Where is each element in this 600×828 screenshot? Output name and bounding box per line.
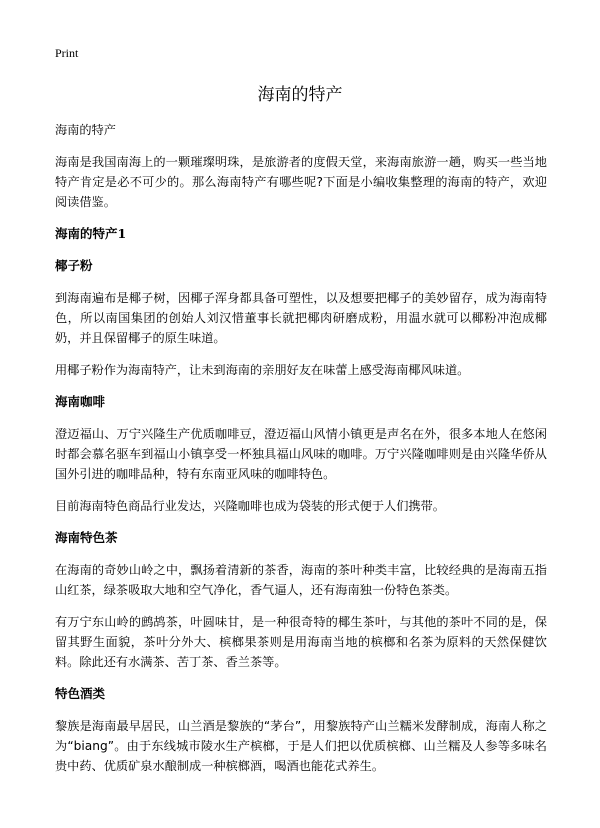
coffee-paragraph-2: 目前海南特色商品行业发达，兴隆咖啡也成为袋装的形式便于人们携带。 xyxy=(55,499,445,513)
section-main-heading: 海南的特产1 xyxy=(55,226,127,241)
tea-paragraph-2: 有万宁东山岭的鹧鸪茶，叶圆味甘，是一种很奇特的椰生茶叶，与其他的茶叶不同的是，保留其野生面貌，茶叶分外大、槟榔果茶则是用海南当地的槟榔和名茶为原料的天然保健饮料。除此还有水满茶、苦丁茶、香兰茶等。 xyxy=(55,615,547,669)
coconut-paragraph-1: 到海南遍布是椰子树，因椰子浑身都具备可塑性，以及想要把椰子的美妙留存，成为海南特色，所以南国集团的创始人刘汉惜董事长就把椰肉研磨成粉，用温水就可以椰粉冲泡成椰奶，并且保留椰子的原生味道。 xyxy=(55,291,547,345)
section-heading-tea: 海南特色茶 xyxy=(55,530,118,545)
tea-paragraph-1: 在海南的奇妙山岭之中，飘扬着清新的茶香，海南的茶叶种类丰富，比较经典的是海南五指山红茶，绿茶吸取大地和空气净化，香气逼人，还有海南独一份特色茶类。 xyxy=(55,563,547,597)
wine-paragraph-1: 黎族是海南最早居民，山兰酒是黎族的“茅台”，用黎族特产山兰糯米发酵制成，海南人称之为“biang”。由于东线城市陵水生产槟榔，于是人们把以优质槟榔、山兰糯及人参等多味名贵中药、优质矿泉水酿制成一种槟榔酒，喝酒也能花式养生。 xyxy=(55,719,547,773)
intro-paragraph: 海南是我国南海上的一颗璀璨明珠，是旅游者的度假天堂，来海南旅游一趟，购买一些当地特产肯定是必不可少的。那么海南特产有哪些呢?下面是小编收集整理的海南的特产，欢迎阅读借鉴。 xyxy=(55,155,547,209)
coconut-paragraph-2: 用椰子粉作为海南特产，让未到海南的亲朋好友在味蕾上感受海南椰风味道。 xyxy=(55,363,470,377)
section-heading-wine: 特色酒类 xyxy=(55,686,106,701)
page-title: 海南的特产 xyxy=(257,85,343,105)
section-heading-coffee: 海南咖啡 xyxy=(55,394,106,409)
document-body xyxy=(55,120,547,788)
section-heading-coconut: 椰子粉 xyxy=(55,258,93,273)
document-subtitle: 海南的特产 xyxy=(55,123,116,137)
coffee-paragraph-1: 澄迈福山、万宁兴隆生产优质咖啡豆，澄迈福山风情小镇更是声名在外，很多本地人在悠闲时都会慕名驱车到福山小镇享受一杯独具福山风味的咖啡。万宁兴隆咖啡则是由兴隆华侨从国外引进的咖啡品种，特有东南亚风味的咖啡特色。 xyxy=(55,427,547,481)
print-label: Print xyxy=(55,46,79,60)
